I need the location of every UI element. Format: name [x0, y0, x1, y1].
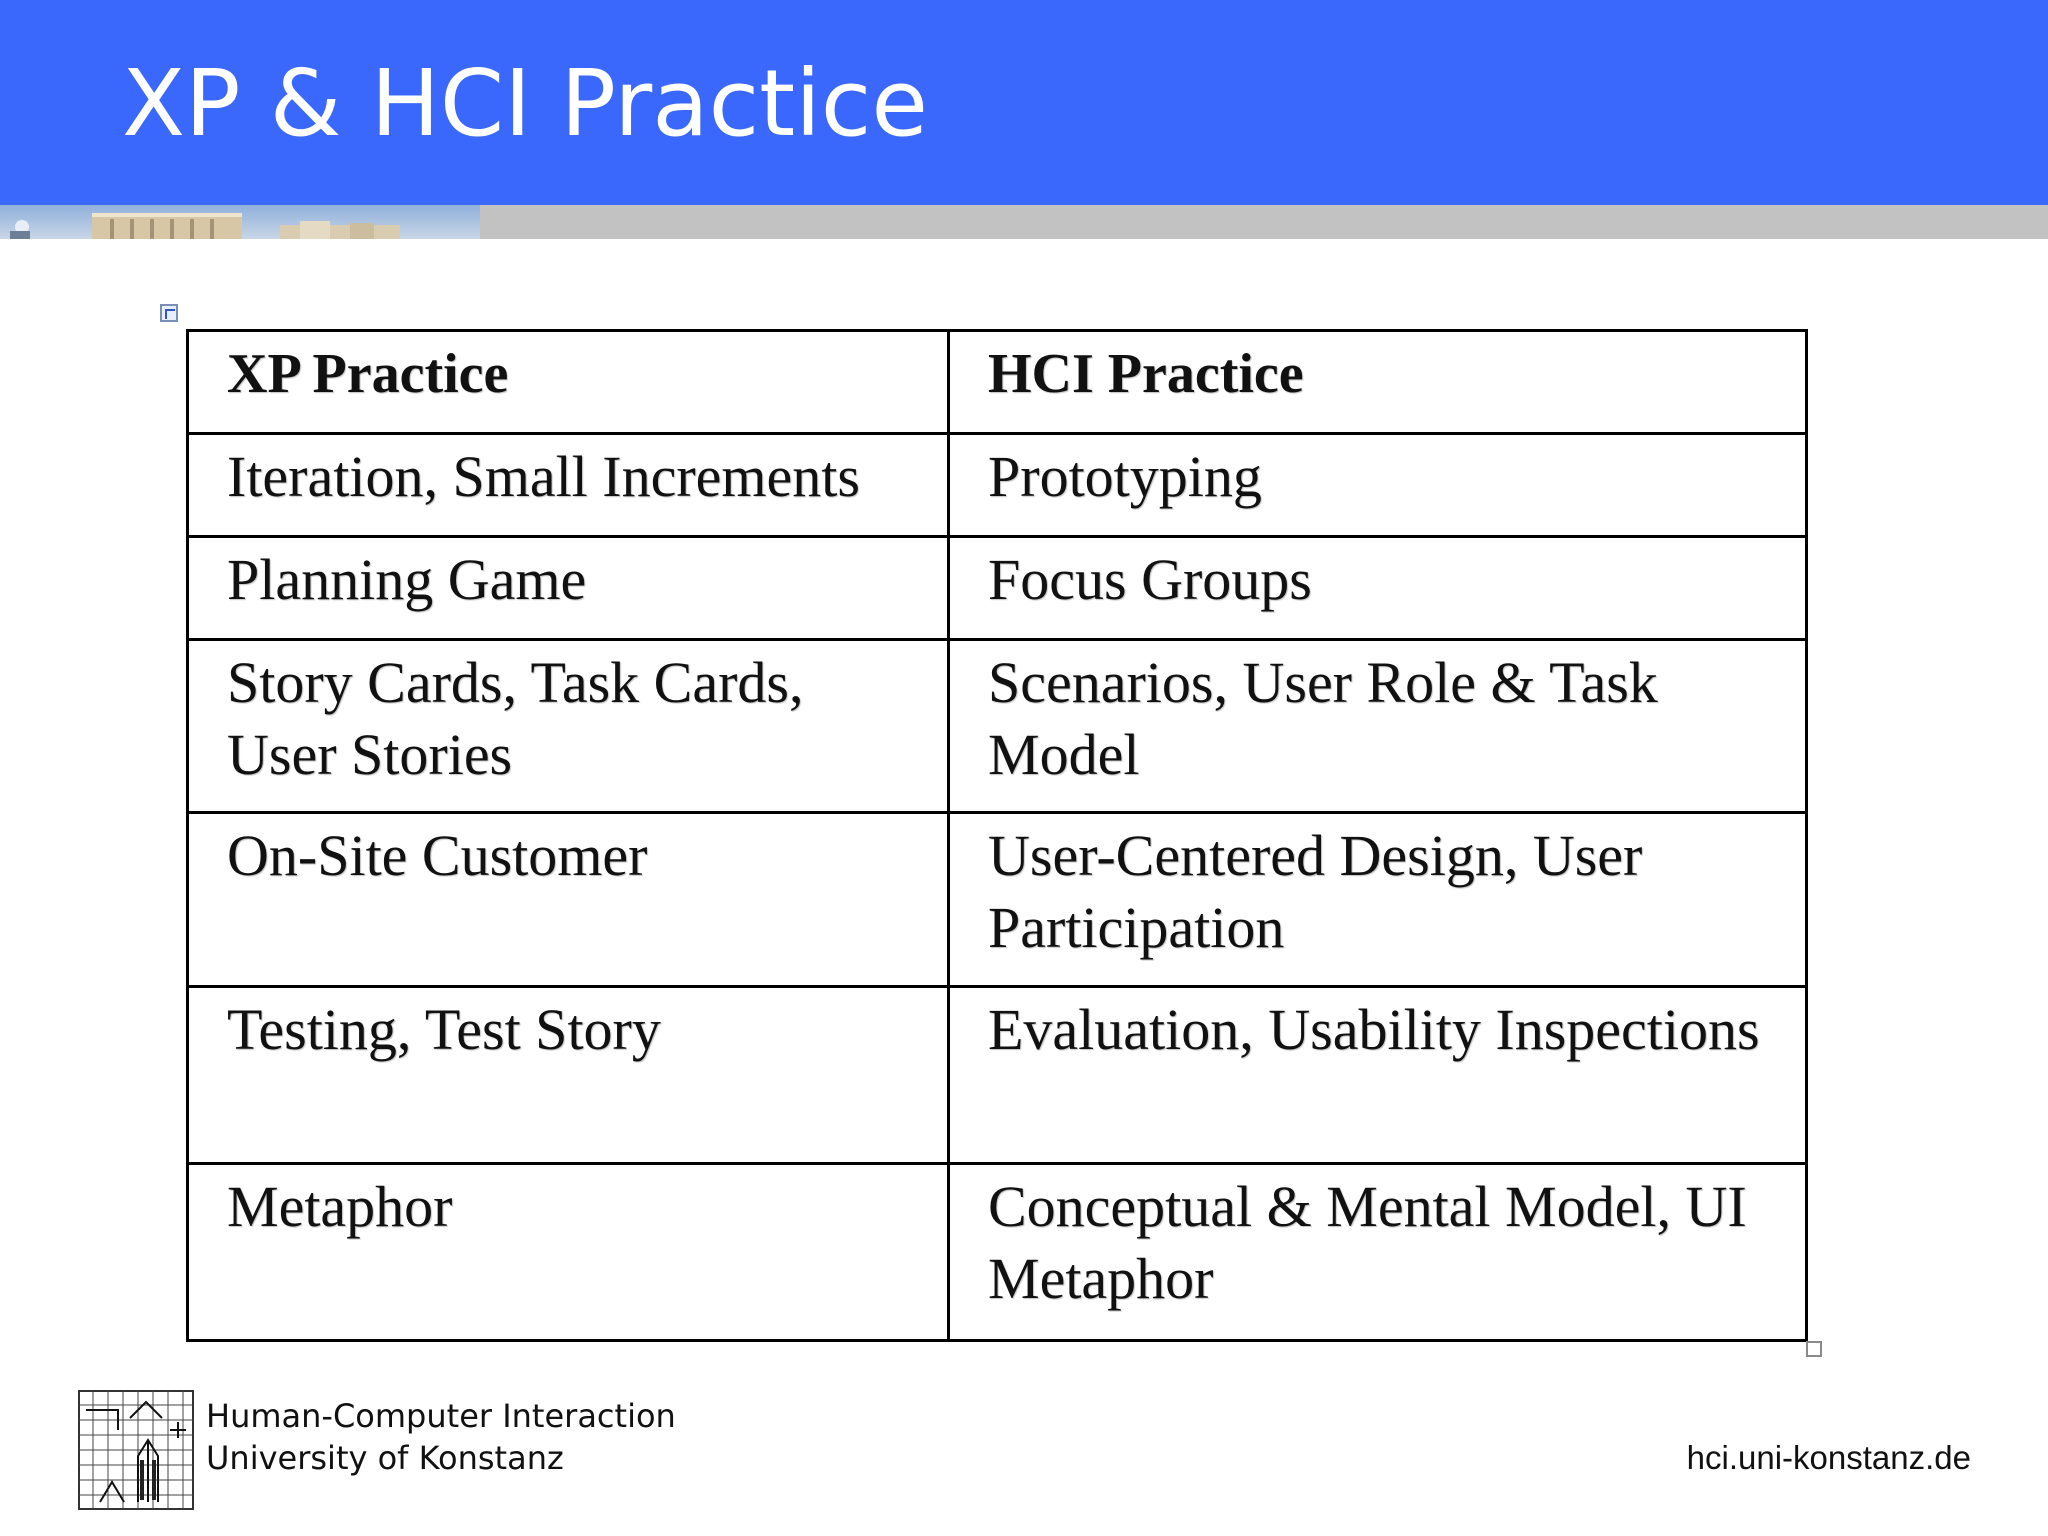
xp-cell: Iteration, Small Increments [188, 434, 949, 537]
table-move-handle-icon[interactable] [160, 304, 178, 322]
practice-table [186, 329, 1808, 1342]
hci-cell: User-Centered Design, User Participation [949, 813, 1807, 987]
header-xp-practice: XP Practice [188, 331, 949, 434]
footer-org-line1: Human-Computer Interaction [206, 1397, 676, 1435]
hci-cell: Evaluation, Usability Inspections [949, 987, 1807, 1164]
table-row [188, 640, 1807, 813]
xp-cell: Story Cards, Task Cards, User Stories [188, 640, 949, 813]
hci-cell: Conceptual & Mental Model, UI Metaphor [949, 1164, 1807, 1341]
table-header-row [188, 331, 1807, 434]
table-row [188, 813, 1807, 987]
xp-cell: Planning Game [188, 537, 949, 640]
header-hci-practice: HCI Practice [949, 331, 1807, 434]
campus-building-image [0, 205, 480, 239]
table-row [188, 1164, 1807, 1341]
xp-cell: On-Site Customer [188, 813, 949, 987]
hci-cell: Prototyping [949, 434, 1807, 537]
table-resize-handle-icon[interactable] [1806, 1341, 1822, 1357]
footer-org-line2: University of Konstanz [206, 1439, 564, 1477]
xp-cell: Metaphor [188, 1164, 949, 1341]
footer-organization [206, 1395, 676, 1479]
hci-cell: Scenarios, User Role & Task Model [949, 640, 1807, 813]
practice-table-container [186, 329, 1805, 1339]
campus-photo-strip [0, 205, 2048, 239]
hci-cell: Focus Groups [949, 537, 1807, 640]
footer-website: hci.uni-konstanz.de [1686, 1439, 1971, 1476]
university-logo-icon [78, 1390, 194, 1510]
table-row [188, 987, 1807, 1164]
xp-cell: Testing, Test Story [188, 987, 949, 1164]
slide-title: XP & HCI Practice [122, 50, 928, 157]
table-row [188, 434, 1807, 537]
title-bar [0, 0, 2048, 205]
table-row [188, 537, 1807, 640]
